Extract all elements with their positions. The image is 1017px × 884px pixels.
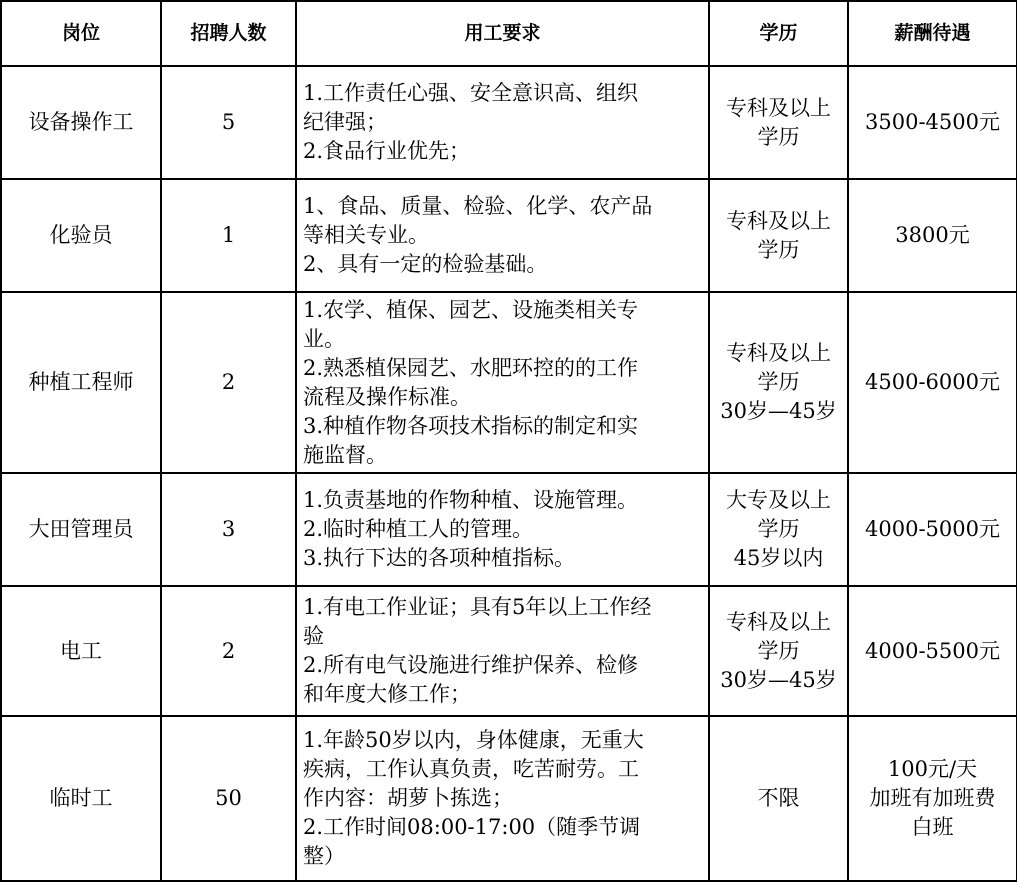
education-cell: [709, 586, 848, 716]
requirement-line: 施监督。: [303, 442, 387, 467]
requirement-line: 疾病，工作认真负责，吃苦耐劳。工: [303, 757, 639, 781]
salary-line: 4500-6000元: [865, 370, 1000, 394]
requirement-line: 整）: [303, 844, 345, 868]
requirement-line: 1、食品、质量、检验、化学、农产品: [303, 194, 653, 218]
requirements-cell: [296, 586, 709, 716]
requirement-line: 等相关专业。: [303, 223, 429, 247]
education-line: 学历: [757, 517, 800, 541]
table-row: [1, 716, 1017, 881]
requirement-line: 1.有电工作业证；具有5年以上工作经: [303, 595, 652, 619]
count-cell: 2: [161, 292, 296, 473]
requirement-line: 3.执行下达的各项种植指标。: [303, 546, 576, 570]
count-cell: 3: [161, 473, 296, 586]
requirement-line: 纪律强；: [303, 110, 387, 134]
education-line: 学历: [757, 237, 800, 262]
salary-cell: [848, 292, 1017, 473]
header-count: 招聘人数: [161, 1, 296, 66]
salary-line: 4000-5000元: [865, 517, 1000, 541]
requirement-line: 2.临时种植工人的管理。: [303, 517, 534, 541]
requirement-line: 2.食品行业优先；: [303, 139, 471, 163]
requirement-line: 2.工作时间08:00-17:00（随季节调: [303, 815, 641, 839]
count-cell: 5: [161, 66, 296, 179]
education-line: 专科及以上: [726, 609, 831, 634]
education-line: 30岁—45岁: [720, 399, 837, 423]
position-cell: 电工: [1, 586, 161, 716]
education-line: 专科及以上: [726, 95, 831, 120]
education-line: 学历: [757, 638, 800, 663]
table-row: [1, 292, 1017, 473]
requirement-line: 流程及操作标准。: [303, 384, 471, 409]
salary-line: 3800元: [895, 223, 970, 247]
requirement-line: 1.负责基地的作物种植、设施管理。: [303, 488, 639, 512]
education-line: 专科及以上: [726, 208, 831, 233]
requirement-line: 1.农学、植保、园艺、设施类相关专: [303, 297, 639, 322]
requirement-line: 2.熟悉植保园艺、水肥环控的的工作: [303, 355, 639, 380]
header-row: [1, 1, 1017, 66]
education-line: 45岁以内: [733, 546, 824, 570]
education-line: 学历: [757, 124, 800, 149]
requirements-cell: [296, 716, 709, 881]
salary-cell: [848, 473, 1017, 586]
requirements-cell: [296, 179, 709, 292]
salary-line: 白班: [911, 815, 954, 839]
salary-line: 加班有加班费: [869, 786, 996, 810]
education-line: 大专及以上: [726, 488, 831, 512]
education-cell: [709, 473, 848, 586]
requirement-line: 和年度大修工作；: [303, 682, 471, 706]
header-requirements: 用工要求: [296, 1, 709, 66]
count-cell: 50: [161, 716, 296, 881]
requirement-line: 2、具有一定的检验基础。: [303, 252, 548, 276]
position-cell: 种植工程师: [1, 292, 161, 473]
salary-line: 4000-5500元: [865, 638, 1000, 663]
count-cell: 1: [161, 179, 296, 292]
header-position: 岗位: [1, 1, 161, 66]
salary-cell: [848, 66, 1017, 179]
requirement-line: 2.所有电气设施进行维护保养、检修: [303, 653, 639, 677]
position-cell: 临时工: [1, 716, 161, 881]
requirement-line: 业。: [303, 326, 345, 351]
education-line: 不限: [757, 786, 800, 810]
requirement-line: 1.年龄50岁以内，身体健康，无重大: [303, 728, 644, 752]
salary-line: 100元/天: [887, 757, 978, 781]
table-row: [1, 66, 1017, 179]
table-row: [1, 179, 1017, 292]
education-cell: [709, 179, 848, 292]
requirements-cell: [296, 292, 709, 473]
salary-cell: [848, 716, 1017, 881]
education-cell: [709, 66, 848, 179]
requirements-cell: [296, 66, 709, 179]
table-row: [1, 473, 1017, 586]
requirement-line: 1.工作责任心强、安全意识高、组织: [303, 81, 639, 105]
education-line: 专科及以上: [726, 341, 831, 365]
education-line: 学历: [757, 370, 800, 394]
table-row: [1, 586, 1017, 716]
requirements-cell: [296, 473, 709, 586]
salary-cell: [848, 586, 1017, 716]
requirement-line: 验: [303, 624, 324, 648]
education-cell: [709, 292, 848, 473]
position-cell: 设备操作工: [1, 66, 161, 179]
education-cell: [709, 716, 848, 881]
header-education: 学历: [709, 1, 848, 66]
requirement-line: 3.种植作物各项技术指标的制定和实: [303, 413, 639, 438]
position-cell: 大田管理员: [1, 473, 161, 586]
position-cell: 化验员: [1, 179, 161, 292]
count-cell: 2: [161, 586, 296, 716]
salary-line: 3500-4500元: [865, 110, 1000, 134]
requirement-line: 作内容：胡萝卜拣选；: [303, 786, 513, 810]
header-salary: 薪酬待遇: [848, 1, 1017, 66]
salary-cell: [848, 179, 1017, 292]
education-line: 30岁—45岁: [720, 667, 837, 692]
